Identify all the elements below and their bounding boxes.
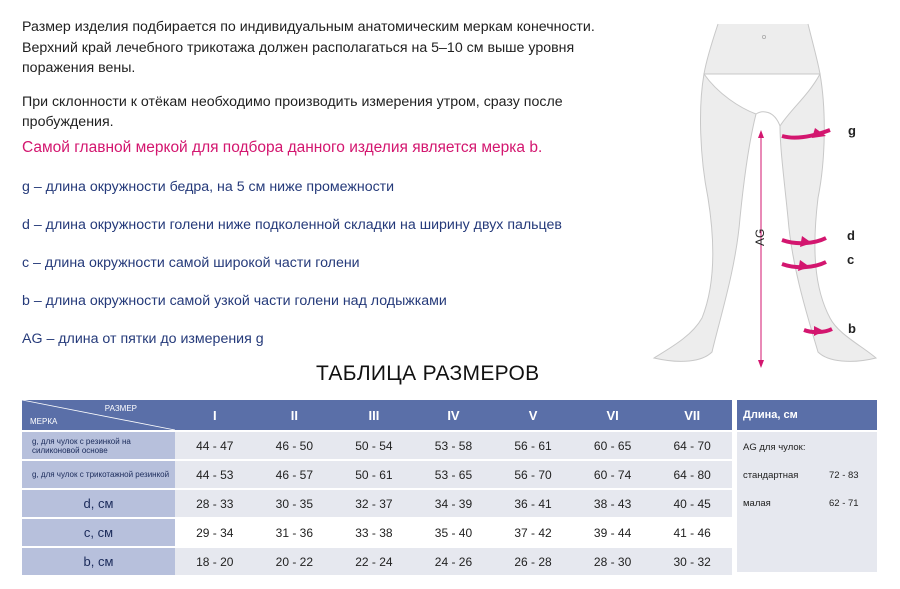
row-label: d, см — [22, 490, 175, 519]
table-cell: 29 - 34 — [175, 519, 255, 548]
table-cell: 64 - 70 — [652, 432, 732, 461]
size-table — [22, 400, 732, 577]
table-row — [22, 432, 732, 461]
short-label: малая — [743, 498, 771, 509]
table-cell: 36 - 41 — [493, 490, 573, 519]
table-cell: 44 - 53 — [175, 461, 255, 490]
table-cell: 56 - 61 — [493, 432, 573, 461]
size-header: VI — [573, 400, 653, 432]
intro-line-1: Размер изделия подбирается по индивидуальным анатомическим меркам конечности. — [22, 19, 595, 35]
measure-g: g – длина окружности бедра, на 5 см ниже промежности — [22, 179, 395, 195]
left-leg — [654, 74, 756, 361]
size-header: V — [493, 400, 573, 432]
swelling-line-2: пробуждения. — [22, 114, 114, 130]
corner-measure-label: МЕРКА — [30, 417, 58, 426]
table-cell: 28 - 33 — [175, 490, 255, 519]
measure-d: d – длина окружности голени ниже подколенной складки на ширину двух пальцев — [22, 217, 562, 233]
table-cell: 44 - 47 — [175, 432, 255, 461]
highlight-text: Самой главной меркой для подбора данного изделия является мерка b. — [22, 139, 543, 156]
table-row — [22, 548, 732, 577]
table-cell: 39 - 44 — [573, 519, 653, 548]
table-cell: 50 - 61 — [334, 461, 414, 490]
corner-cell — [22, 400, 175, 432]
label-g: g — [848, 123, 856, 138]
table-cell: 38 - 43 — [573, 490, 653, 519]
size-header: VII — [652, 400, 732, 432]
table-row — [22, 490, 732, 519]
size-header: II — [255, 400, 335, 432]
table-cell: 41 - 46 — [652, 519, 732, 548]
table-row — [22, 519, 732, 548]
standard-value: 72 - 83 — [829, 470, 859, 481]
table-cell: 64 - 80 — [652, 461, 732, 490]
table-cell: 30 - 35 — [255, 490, 335, 519]
measure-c: c – длина окружности самой широкой части голени — [22, 255, 360, 271]
table-cell: 18 - 20 — [175, 548, 255, 577]
measure-ag: AG – длина от пятки до измерения g — [22, 331, 264, 347]
table-cell: 50 - 54 — [334, 432, 414, 461]
table-cell: 60 - 74 — [573, 461, 653, 490]
table-cell: 35 - 40 — [414, 519, 494, 548]
label-d: d — [847, 228, 855, 243]
length-table-body — [737, 430, 877, 572]
table-title: ТАБЛИЦА РАЗМЕРОВ — [316, 362, 540, 385]
length-subtitle: AG для чулок: — [743, 442, 806, 453]
table-cell: 30 - 32 — [652, 548, 732, 577]
length-table — [737, 400, 877, 574]
row-label: g, для чулок с резинкой на силиконовой основе — [22, 432, 175, 461]
size-header: III — [334, 400, 414, 432]
table-cell: 53 - 58 — [414, 432, 494, 461]
label-b: b — [848, 321, 856, 336]
table-cell: 26 - 28 — [493, 548, 573, 577]
torso-outline — [704, 24, 820, 74]
leg-diagram — [640, 18, 880, 370]
size-header: I — [175, 400, 255, 432]
row-label: c, см — [22, 519, 175, 548]
table-cell: 24 - 26 — [414, 548, 494, 577]
ag-arrow-top-icon — [758, 130, 764, 138]
ag-arrow-bottom-icon — [758, 360, 764, 368]
label-c: c — [847, 252, 855, 267]
measure-b: b – длина окружности самой узкой части голени над лодыжками — [22, 293, 447, 309]
short-value: 62 - 71 — [829, 498, 859, 509]
table-cell: 22 - 24 — [334, 548, 414, 577]
row-label: g, для чулок с трикотажной резинкой — [22, 461, 175, 490]
table-cell: 46 - 57 — [255, 461, 335, 490]
length-table-header: Длина, см — [737, 400, 877, 430]
table-cell: 56 - 70 — [493, 461, 573, 490]
standard-label: стандартная — [743, 470, 799, 481]
table-cell: 37 - 42 — [493, 519, 573, 548]
row-label: b, см — [22, 548, 175, 577]
swelling-line-1: При склонности к отёкам необходимо производить измерения утром, сразу после — [22, 94, 563, 110]
table-cell: 40 - 45 — [652, 490, 732, 519]
table-cell: 28 - 30 — [573, 548, 653, 577]
table-cell: 32 - 37 — [334, 490, 414, 519]
corner-size-label: РАЗМЕР — [104, 404, 137, 413]
table-header-row — [22, 400, 732, 432]
label-ag: AG — [753, 228, 767, 246]
size-header: IV — [414, 400, 494, 432]
intro-line-2: Верхний край лечебного трикотажа должен располагаться на 5–10 см выше уровня — [22, 40, 575, 56]
right-leg — [780, 74, 876, 361]
table-cell: 33 - 38 — [334, 519, 414, 548]
table-row — [22, 461, 732, 490]
table-cell: 53 - 65 — [414, 461, 494, 490]
table-cell: 34 - 39 — [414, 490, 494, 519]
table-cell: 31 - 36 — [255, 519, 335, 548]
table-cell: 60 - 65 — [573, 432, 653, 461]
table-cell: 46 - 50 — [255, 432, 335, 461]
intro-line-3: поражения вены. — [22, 60, 136, 76]
table-cell: 20 - 22 — [255, 548, 335, 577]
